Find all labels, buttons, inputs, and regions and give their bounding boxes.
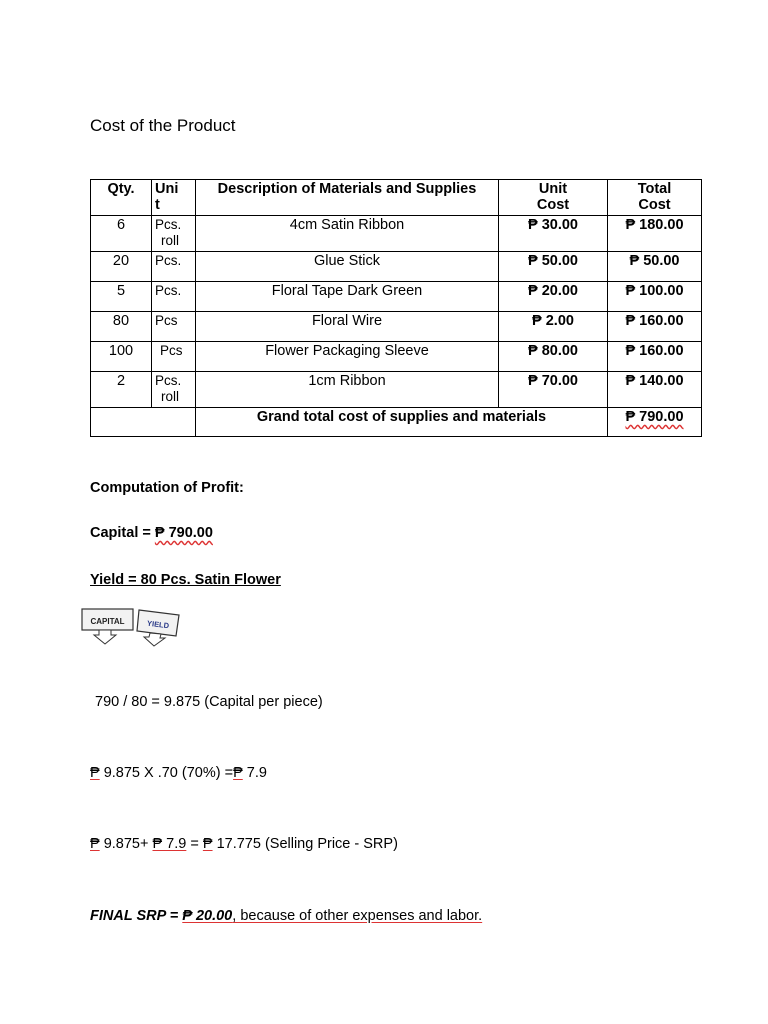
header-total-cost-line2: Cost [638,197,671,213]
table-row [91,312,702,342]
profit-heading: Computation of Profit: [90,480,244,496]
header-unit-line1: Uni [155,181,179,197]
calc-capital-per-piece: 790 / 80 = 9.875 (Capital per piece) [95,694,323,710]
calc-markup-peso-2: ₱ [233,765,243,781]
header-description: Description of Materials and Supplies [196,180,499,216]
cell-total-cost: ₱ 180.00 [608,216,702,252]
cell-unit: Pcs. [152,252,196,282]
capital-value: ₱ 790.00 [154,525,213,541]
table-row [91,282,702,312]
cell-unit [152,216,196,252]
final-srp-label: FINAL SRP = [90,908,183,924]
cell-description: Floral Wire [196,312,499,342]
cell-unit-cost: ₱ 70.00 [499,372,608,408]
grand-total-label: Grand total cost of supplies and materials [196,408,608,437]
cell-qty: 80 [91,312,152,342]
cell-unit-line2: roll [161,389,180,404]
header-total-cost [608,180,702,216]
cell-unit: Pcs [152,342,196,372]
cell-total-cost: ₱ 160.00 [608,312,702,342]
final-srp-line [90,908,482,924]
grand-total-empty-cell [91,408,196,437]
cell-unit-cost: ₱ 80.00 [499,342,608,372]
capital-line [90,525,213,541]
cell-description: Floral Tape Dark Green [196,282,499,312]
cell-description: 4cm Satin Ribbon [196,216,499,252]
cell-qty: 100 [91,342,152,372]
calc-srp-text-2: = [186,836,203,852]
table-row [91,252,702,282]
calc-markup-text-1: 9.875 X .70 (70%) = [99,765,234,781]
capital-label: Capital = [90,525,155,541]
cell-unit-cost: ₱ 20.00 [499,282,608,312]
cell-description: Glue Stick [196,252,499,282]
header-total-cost-line1: Total [637,181,672,197]
calc-markup-peso-1: ₱ [90,765,100,781]
cost-table [90,179,702,437]
cell-total-cost: ₱ 140.00 [608,372,702,408]
header-unit-cost [499,180,608,216]
cell-description: 1cm Ribbon [196,372,499,408]
table-row [91,216,702,252]
table-header-row [91,180,702,216]
cell-unit-cost: ₱ 50.00 [499,252,608,282]
capital-tag-label: CAPITAL [90,617,125,626]
grand-total-value: ₱ 790.00 [625,409,684,425]
cell-unit: Pcs. [152,282,196,312]
header-unit-cost-line1: Unit [538,181,568,197]
header-unit-cost-line2: Cost [536,197,570,213]
cell-qty: 2 [91,372,152,408]
cell-unit [152,372,196,408]
table-row [91,342,702,372]
cell-total-cost: ₱ 50.00 [608,252,702,282]
cell-unit-line1: Pcs. [155,217,182,232]
capital-tag-icon [81,608,135,646]
final-srp-value: ₱ 20.00 [182,908,233,924]
cell-unit-cost: ₱ 30.00 [499,216,608,252]
header-unit-line2: t [155,197,160,213]
calc-selling-price [90,836,398,852]
header-unit [152,180,196,216]
cell-total-cost: ₱ 160.00 [608,342,702,372]
final-srp-note: , because of other expenses and labor. [232,908,483,924]
cell-unit-line2: roll [161,233,180,248]
calc-markup-text-2: 7.9 [242,765,267,781]
calc-srp-peso-3: ₱ [202,836,213,852]
cell-description: Flower Packaging Sleeve [196,342,499,372]
yield-text: Yield = 80 Pcs. Satin Flower [90,572,281,588]
table-row [91,372,702,408]
yield-tag-label: YIELD [146,618,170,631]
cell-total-cost: ₱ 100.00 [608,282,702,312]
cell-unit: Pcs [152,312,196,342]
cell-qty: 6 [91,216,152,252]
cell-qty: 5 [91,282,152,312]
grand-total-cell [608,408,702,437]
header-qty: Qty. [91,180,152,216]
cell-qty: 20 [91,252,152,282]
calc-srp-peso-2: ₱ 7.9 [152,836,187,852]
grand-total-row [91,408,702,437]
yield-line [90,572,285,588]
yield-tag-icon [136,608,182,648]
calc-srp-text-1: 9.875+ [99,836,153,852]
page-title: Cost of the Product [90,116,236,135]
calc-markup [90,765,267,781]
calc-srp-text-3: 17.775 (Selling Price - SRP) [212,836,398,852]
cell-unit-cost: ₱ 2.00 [499,312,608,342]
calc-srp-peso-1: ₱ [90,836,100,852]
cell-unit-line1: Pcs. [155,373,182,388]
